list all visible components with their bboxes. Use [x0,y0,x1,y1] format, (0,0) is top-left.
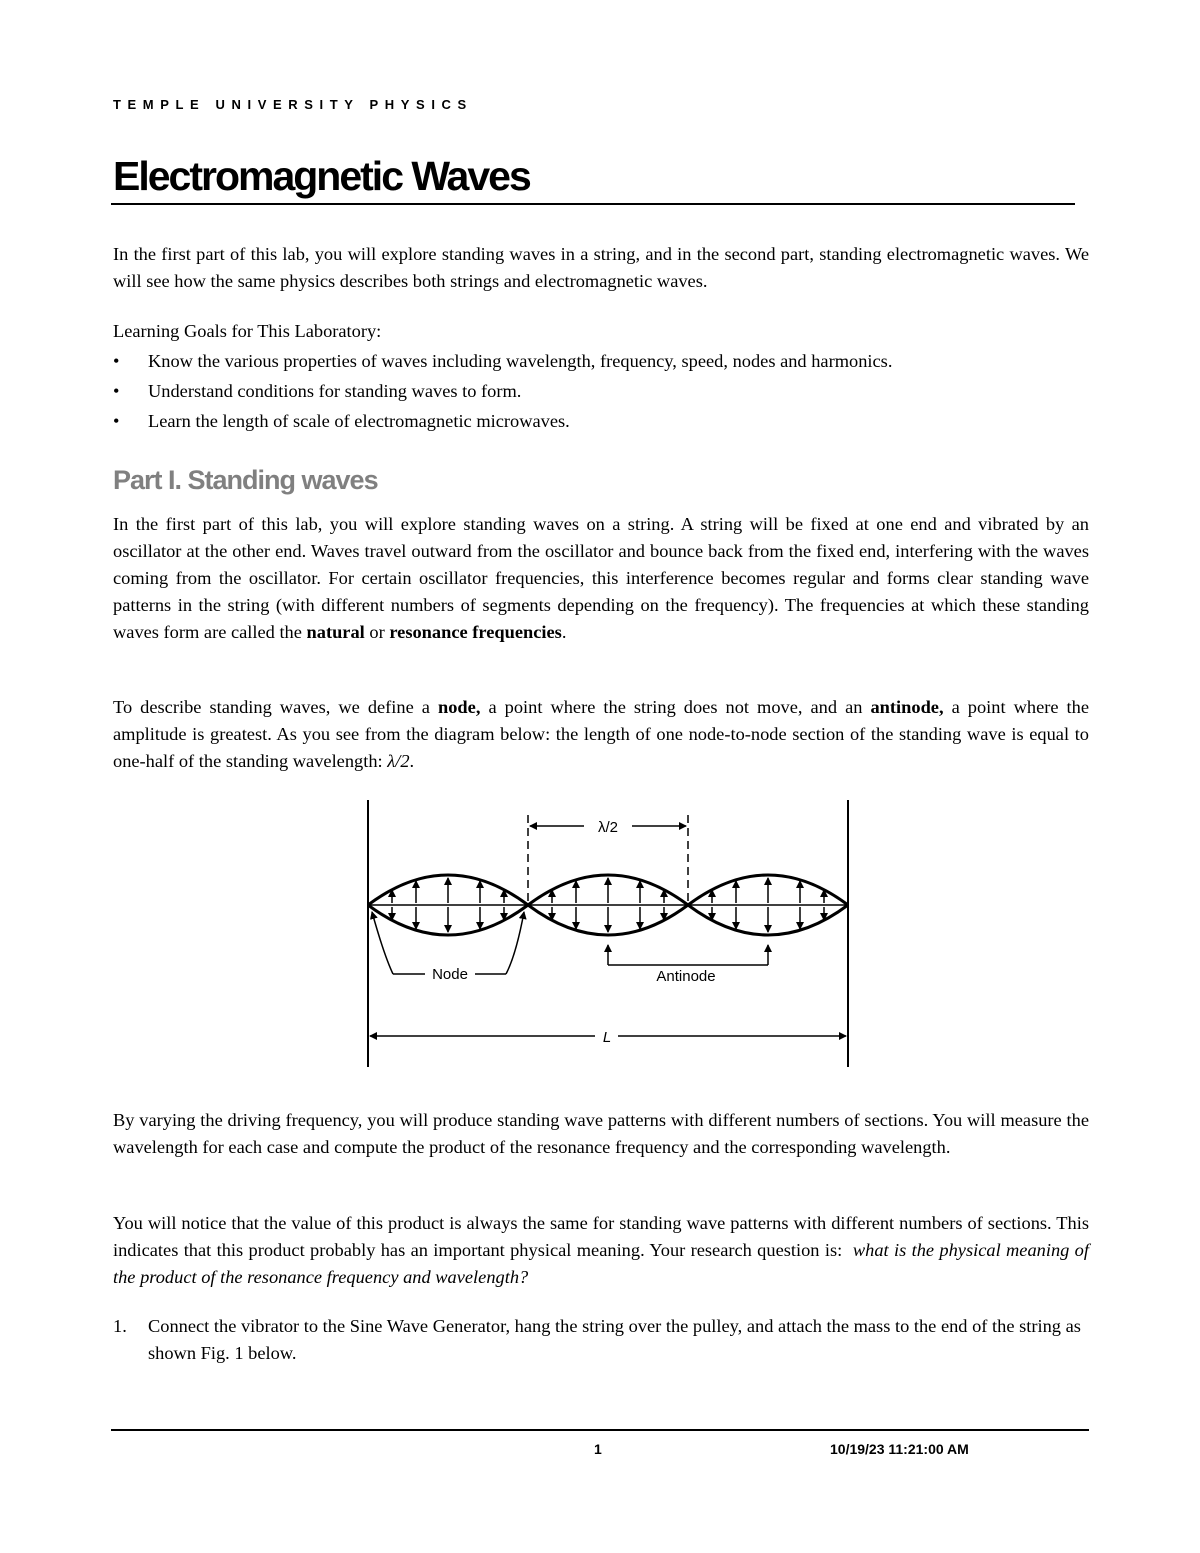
paragraph-varying-frequency: By varying the driving frequency, you will produce standing wave patterns with different numbers of sections. You will measure the wavelength for each case and compute the product of the resonance frequency and the corresponding wavelength. [113,1110,1089,1157]
list-item: • Learn the length of scale of electromagnetic microwaves. [113,408,1089,438]
list-item: • Know the various properties of waves including wavelength, frequency, speed, nodes and harmonics. [113,348,1089,378]
learning-goals-list [113,348,1089,438]
list-item: • Understand conditions for standing waves to form. [113,378,1089,408]
paragraph-node-definition: To describe standing waves, we define a node, a point where the string does not move, and an antinode, a point where the amplitude is greatest. As you see from the diagram below: the length of one node-to-node section of the standing wave is equal to one-half of the standing wavelength: λ/2. [113,697,1090,771]
procedure-step-1 [113,1313,1089,1367]
section-heading-part-1: Part I. Standing waves [113,465,378,495]
node-callout-arrow [372,912,393,974]
page-title: Electromagnetic Waves [113,153,530,199]
step-text: Connect the vibrator to the Sine Wave Generator, hang the string over the pulley, and attach the mass to the end of the string as shown Fig. 1 below. [148,1316,1081,1363]
antinode-label: Antinode [656,968,716,985]
document-header: TEMPLE UNIVERSITY PHYSICS [113,97,473,112]
title-divider [111,203,1075,205]
paragraph-standing-waves-intro: In the first part of this lab, you will explore standing waves on a string. A string will be fixed at one end and vibrated by an oscillator at the other end. Waves travel outward from the oscillator and bounce back from the fixed end, interfering with the waves coming from the oscillator. For certain oscillator frequencies, this interference becomes regular and forms clear standing wave patterns in the string (with different numbers of segments depending on the frequency). The frequencies at which these standing waves form are called the natural or resonance frequencies. [113,514,1089,642]
half-wavelength-label: λ/2 [597,819,619,836]
bullet-icon: • [113,411,120,431]
bullet-icon: • [113,351,120,371]
footer-divider [111,1429,1089,1431]
learning-goals-title: Learning Goals for This Laboratory: [113,321,382,341]
node-label: Node [432,966,468,983]
standing-wave-diagram [360,795,860,1075]
paragraph-research-question: You will notice that the value of this product is always the same for standing wave patterns with different numbers of sections. This indicates that this product probably has an important physical meaning. Your research question is: what is the physical meaning of the product of the resonance frequency and wavelength? [113,1213,1089,1287]
bullet-icon: • [113,381,120,401]
step-number: 1. [113,1316,127,1336]
page-number: 1 [594,1441,602,1457]
intro-paragraph: In the first part of this lab, you will explore standing waves in a string, and in the second part, standing electromagnetic waves. We will see how the same physics describes both strings and electromagnetic waves. [113,244,1089,291]
length-label: L [602,1029,612,1046]
node-callout-arrow [506,912,524,974]
footer-timestamp: 10/19/23 11:21:00 AM [830,1441,969,1457]
